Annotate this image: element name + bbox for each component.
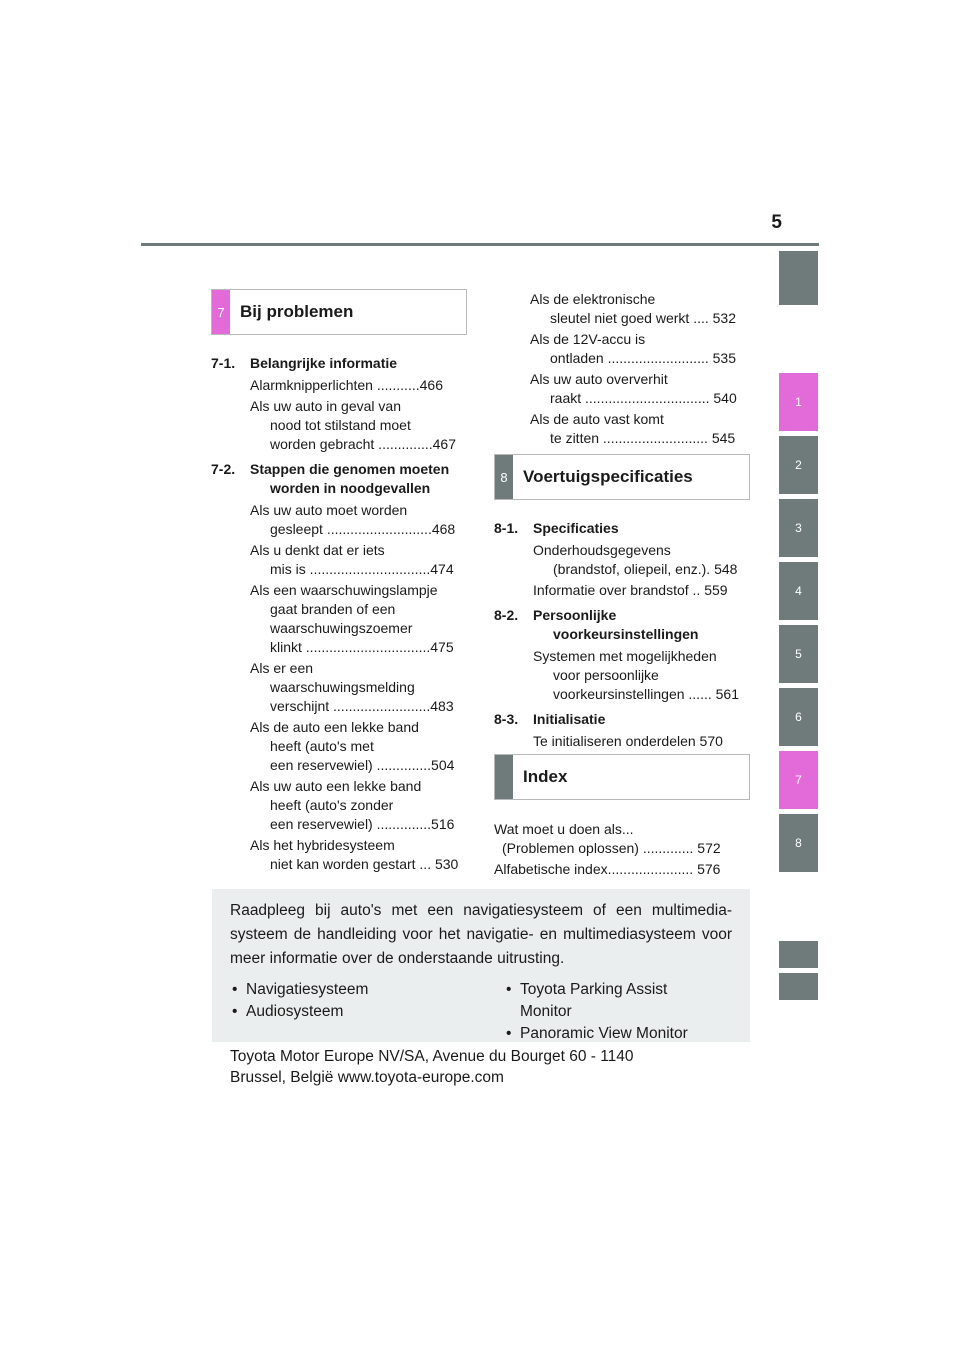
section-7-header[interactable]: [211, 289, 467, 335]
side-tab-6-label: 6: [795, 710, 802, 724]
section-7-contents: [211, 354, 467, 876]
toc-entry-text-cont: (brandstof, oliepeil, enz.). 548: [553, 561, 738, 577]
bullet-text: Panoramic View Monitor: [520, 1025, 688, 1042]
toc-entry[interactable]: [211, 659, 467, 716]
notice-bullets-right: [506, 979, 746, 1045]
toc-entry-text-cont: voor persoonlijke: [553, 667, 659, 683]
toc-entry-text-cont: (Problemen oplossen) ............. 572: [502, 840, 721, 856]
toc-group-heading: [494, 519, 752, 538]
toc-entry-text: Als de auto een lekke band: [250, 719, 419, 735]
toc-entry[interactable]: [211, 581, 467, 657]
toc-entry[interactable]: [211, 541, 467, 579]
toc-group-code: 8-2.: [494, 607, 519, 623]
toc-entry[interactable]: [494, 820, 752, 858]
toc-entry-text: Wat moet u doen als...: [494, 821, 634, 837]
toc-entry-text-cont: heeft (auto's met: [270, 738, 374, 754]
index-contents: [494, 818, 752, 881]
section-7-title: Bij problemen: [240, 302, 354, 321]
side-tab-8-label: 8: [795, 836, 802, 850]
toc-group-title-line: Specificaties: [533, 520, 619, 536]
toc-entry-text: Systemen met mogelijkheden: [533, 648, 717, 664]
bullet-item-cont: Monitor: [520, 1003, 572, 1020]
toc-entry[interactable]: [211, 376, 467, 395]
toc-group-title-line: Persoonlijke: [533, 607, 617, 623]
toc-entry-text-cont: klinkt ................................475: [270, 639, 454, 655]
toc-entry[interactable]: [491, 410, 751, 448]
toc-entry[interactable]: [211, 836, 467, 874]
toc-group-code: 8-3.: [494, 711, 519, 727]
toc-entry-text-cont: te zitten ........................... 545: [550, 430, 736, 446]
toc-entry[interactable]: [491, 290, 751, 328]
side-tab-1[interactable]: [779, 373, 818, 431]
toc-entry[interactable]: [211, 718, 467, 775]
toc-entry[interactable]: [494, 860, 752, 879]
notice-bullets-left: [232, 979, 492, 1023]
side-tab-4[interactable]: [779, 562, 818, 620]
bullet-text: Toyota Parking Assist: [520, 981, 668, 998]
toc-entry-text: Als de auto vast komt: [530, 411, 664, 427]
section-7-contents-continued: [491, 288, 751, 450]
toc-entry-text-cont: voorkeursinstellingen ...... 561: [553, 686, 739, 702]
toc-entry-text: Als het hybridesysteem: [250, 837, 395, 853]
toc-entry-text: Te initialiseren onderdelen 570: [533, 733, 723, 749]
toc-entry-text: Als uw auto oververhit: [530, 371, 668, 387]
side-tab-3[interactable]: [779, 499, 818, 557]
toc-group-title-line: Initialisatie: [533, 711, 606, 727]
side-tab-8[interactable]: [779, 814, 818, 872]
page-number: 5: [771, 212, 782, 233]
toc-group-heading: [494, 606, 752, 644]
section-8-number: 8: [495, 455, 513, 499]
section-8-header[interactable]: [494, 454, 750, 500]
toc-entry-text-cont: niet kan worden gestart ... 530: [270, 856, 459, 872]
index-color-bar: [495, 755, 513, 799]
bullet-item: • Toyota Parking Assist: [506, 981, 668, 998]
toc-entry[interactable]: [494, 732, 752, 751]
bullet-item: • Navigatiesysteem: [232, 981, 369, 998]
toc-entry[interactable]: [491, 370, 751, 408]
address-line-1: Toyota Motor Europe NV/SA, Avenue du Bourget 60 - 1140: [230, 1048, 634, 1065]
section-8-title: Voertuigspecificaties: [523, 467, 693, 486]
toc-entry[interactable]: [494, 541, 752, 579]
side-tab-3-label: 3: [795, 521, 802, 535]
section-7-number: 7: [212, 290, 230, 334]
toc-entry-text: Als een waarschuwingslampje: [250, 582, 438, 598]
header-rule: [141, 243, 819, 246]
toc-group-heading: [494, 710, 752, 729]
toc-entry-text: Informatie over brandstof .. 559: [533, 582, 728, 598]
side-tab-1-label: 1: [795, 395, 802, 409]
toc-entry-text-cont: mis is ...............................474: [270, 561, 454, 577]
publisher-address: [230, 1046, 750, 1088]
toc-group-title: [494, 519, 752, 538]
toc-entry-text: Als uw auto in geval van: [250, 398, 401, 414]
toc-group-title: [494, 710, 752, 729]
bullet-text: Navigatiesysteem: [246, 981, 369, 998]
toc-group-code: 7-1.: [211, 355, 236, 371]
toc-entry-text-cont: gesleept ...........................468: [270, 521, 456, 537]
side-tab-5[interactable]: [779, 625, 818, 683]
address-line-2: Brussel, België www.toyota-europe.com: [230, 1069, 504, 1086]
toc-entry-text: Als uw auto moet worden: [250, 502, 408, 518]
notice-text: Raadpleeg bij auto's met een navigatiesysteem of een multimedia-systeem de handleiding voor het navigatie- en multimediasysteem voor meer informatie over de onderstaande uitrusting.: [230, 902, 732, 967]
toc-entry-text: Als de 12V-accu is: [530, 331, 646, 347]
side-tab-7[interactable]: [779, 751, 818, 809]
side-tab-4-label: 4: [795, 584, 802, 598]
toc-entry-text: Onderhoudsgegevens: [533, 542, 671, 558]
side-tab-blank-bottom-1: [779, 941, 818, 968]
toc-entry-text-cont: verschijnt .........................483: [270, 698, 454, 714]
side-tab-7-label: 7: [795, 773, 802, 787]
section-8-contents: [494, 519, 752, 753]
bullet-item: • Audiosysteem: [232, 1003, 344, 1020]
toc-entry-text: Alarmknipperlichten ...........466: [250, 377, 443, 393]
toc-entry[interactable]: [491, 330, 751, 368]
toc-entry-text-cont: ontladen .......................... 535: [550, 350, 736, 366]
toc-entry-text-cont: nood tot stilstand moet: [270, 417, 411, 433]
toc-group-title-line: worden in noodgevallen: [270, 480, 431, 496]
toc-entry-text-cont: waarschuwingszoemer: [270, 620, 413, 636]
toc-entry-text: Als er een: [250, 660, 314, 676]
toc-group-heading: [211, 354, 467, 373]
toc-group-code: 8-1.: [494, 520, 519, 536]
bullet-text: Audiosysteem: [246, 1003, 344, 1020]
toc-group-title: [211, 354, 467, 373]
toc-entry-text-cont: worden gebracht ..............467: [270, 436, 456, 452]
side-tab-2[interactable]: [779, 436, 818, 494]
toc-entry[interactable]: [494, 647, 752, 704]
toc-entry-text-cont: gaat branden of een: [270, 601, 396, 617]
side-tab-blank-top: [779, 251, 818, 305]
bullet-item: • Panoramic View Monitor: [506, 1025, 688, 1042]
toc-entry[interactable]: [494, 581, 752, 600]
toc-group-heading: [211, 460, 467, 498]
toc-entry-text: Alfabetische index...................... 576: [494, 861, 721, 877]
toc-group-title: [494, 606, 752, 644]
side-tab-2-label: 2: [795, 458, 802, 472]
toc-group-title-line: Belangrijke informatie: [250, 355, 398, 371]
toc-entry-text: Als u denkt dat er iets: [250, 542, 385, 558]
toc-group-title-line: voorkeursinstellingen: [553, 626, 699, 642]
toc-entry-text-cont: sleutel niet goed werkt .... 532: [550, 310, 736, 326]
toc-group-title: [211, 460, 467, 498]
toc-group-title-line: Stappen die genomen moeten: [250, 461, 450, 477]
toc-group-code: 7-2.: [211, 461, 236, 477]
index-title: Index: [523, 767, 568, 786]
toc-entry-text: Als uw auto een lekke band: [250, 778, 422, 794]
notice-box: [212, 889, 750, 1042]
side-tab-blank-bottom-2: [779, 973, 818, 1000]
toc-entry[interactable]: [211, 397, 467, 454]
toc-entry-text-cont: waarschuwingsmelding: [270, 679, 415, 695]
index-header[interactable]: [494, 754, 750, 800]
side-tab-6[interactable]: [779, 688, 818, 746]
toc-entry-text-cont: heeft (auto's zonder: [270, 797, 394, 813]
toc-entry[interactable]: [211, 777, 467, 834]
toc-entry-text-cont: raakt ................................ 540: [550, 390, 737, 406]
toc-entry[interactable]: [211, 501, 467, 539]
toc-entry-text: Als de elektronische: [530, 291, 656, 307]
toc-entry-text-cont: een reservewiel) ..............504: [270, 757, 455, 773]
side-tab-5-label: 5: [795, 647, 802, 661]
toc-entry-text-cont: een reservewiel) ..............516: [270, 816, 455, 832]
